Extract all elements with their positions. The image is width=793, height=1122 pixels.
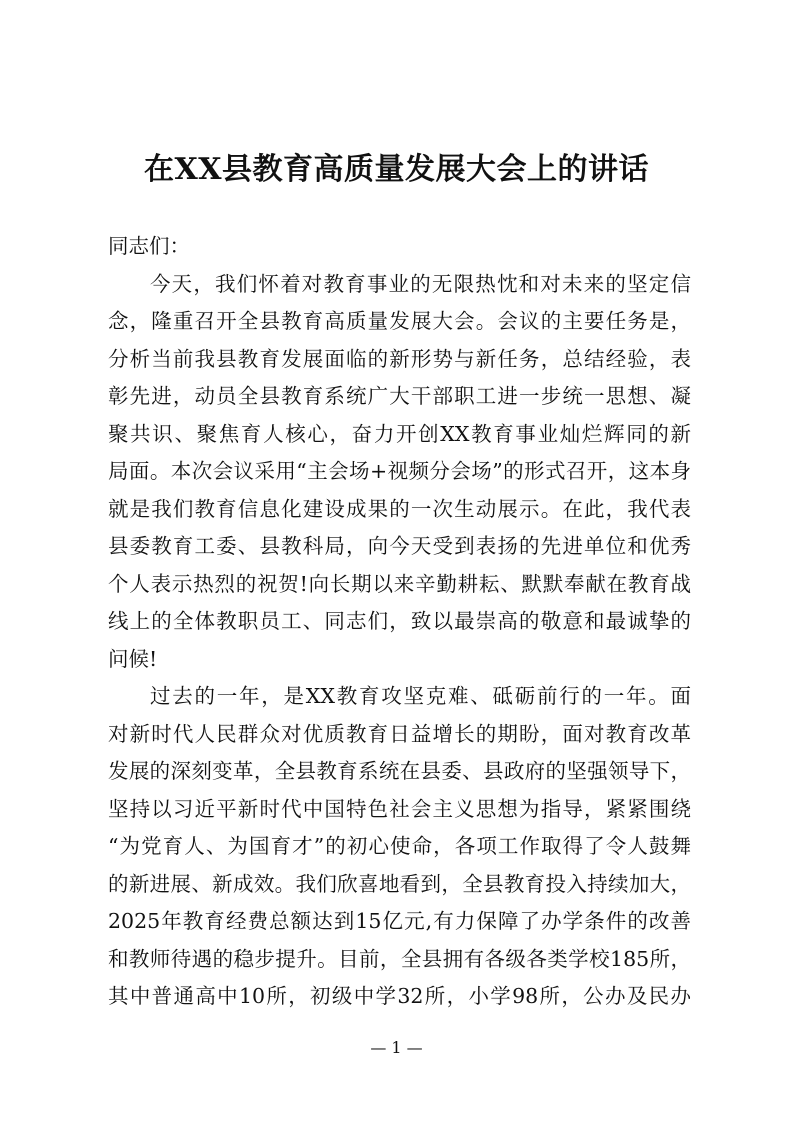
text-line: 坚持以习近平新时代中国特色社会主义思想为指导，紧紧围绕 [108,796,691,821]
text-line: 个人表示热烈的祝贺!向长期以来辛勤耕耘、默默奉献在教育战 [108,571,691,596]
text-line: 县委教育工委、县教科局，向今天受到表扬的先进单位和优秀 [108,534,691,558]
text-line: 线上的全体教职员工、同志们，致以最崇高的敬意和最诚挚的 [108,609,691,633]
text-line: 聚共识、聚焦育人核心，奋力开创XX教育事业灿烂辉同的新 [108,421,691,446]
text-line: 2025年教育经费总额达到15亿元,有力保障了办学条件的改善 [108,909,691,933]
text-line: 分析当前我县教育发展面临的新形势与新任务，总结经验，表 [108,346,691,371]
text-line: 彰先进，动员全县教育系统广大干部职工进一步统一思想、凝 [108,384,691,408]
salutation: 同志们： [108,234,190,258]
text-line: 过去的一年，是XX教育攻坚克难、砥砺前行的一年。面 [150,684,691,708]
text-line: 今天，我们怀着对教育事业的无限热忱和对未来的坚定信 [150,271,691,296]
paragraph [108,266,691,679]
text-line: 发展的深刻变革，全县教育系统在县委、县政府的坚强领导下， [108,759,691,783]
text-line: “为党育人、为国育才”的初心使命，各项工作取得了令人鼓舞 [108,834,691,858]
document-body [108,228,691,1016]
text-line: 其中普通高中10所，初级中学32所，小学98所，公办及民办 [108,984,691,1008]
paragraph [108,678,691,1016]
text-line: 和教师待遇的稳步提升。目前，全县拥有各级各类学校185所， [108,946,691,971]
text-line: 问候! [108,646,158,671]
page-number: — 1 — [370,1038,423,1057]
text-line: 就是我们教育信息化建设成果的一次生动展示。在此，我代表 [108,496,691,521]
text-line: 的新进展、新成效。我们欣喜地看到，全县教育投入持续加大， [108,871,691,896]
text-line: 局面。本次会议采用“主会场+视频分会场”的形式召开，这本身 [108,459,691,483]
text-line: 念，隆重召开全县教育高质量发展大会。会议的主要任务是， [108,309,691,333]
document-title: 在XX县教育高质量发展大会上的讲话 [143,152,650,187]
text-line: 对新时代人民群众对优质教育日益增长的期盼，面对教育改革 [108,721,691,746]
paragraphs [108,266,691,1016]
